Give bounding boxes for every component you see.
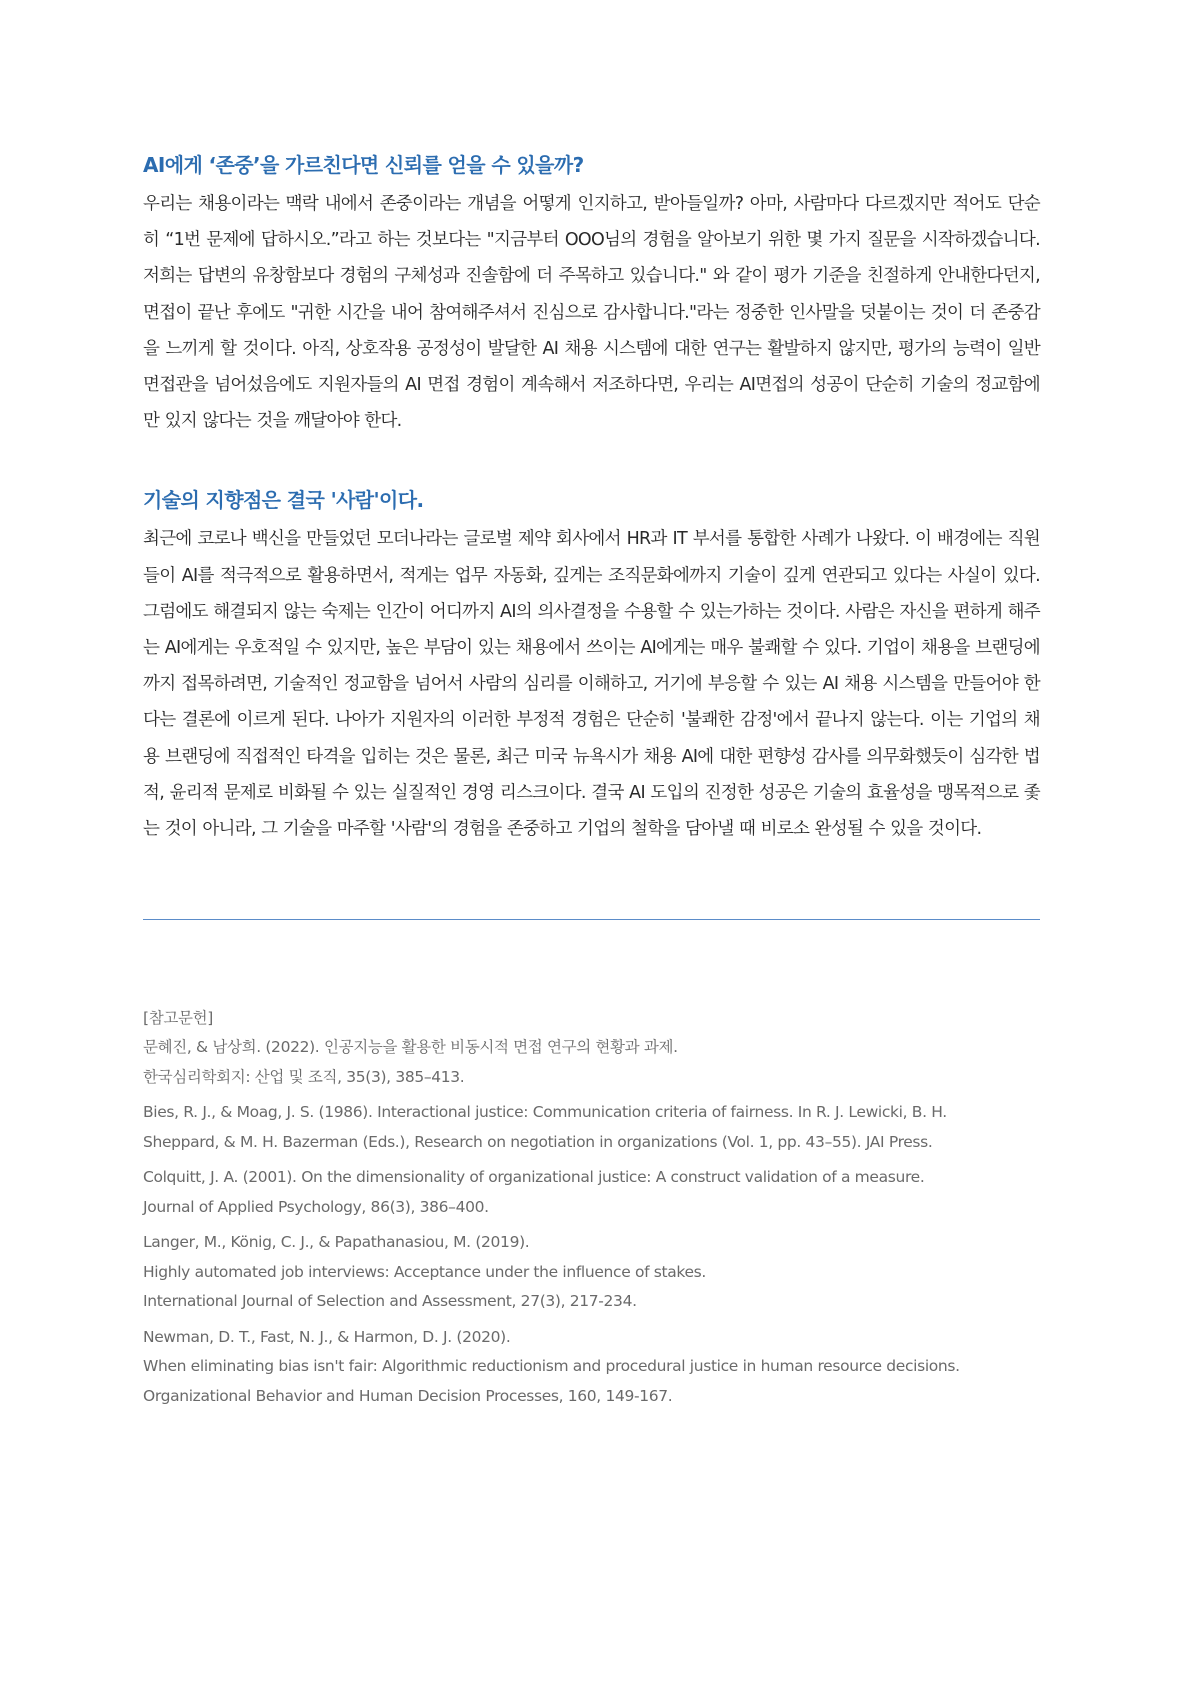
reference-line: When eliminating bias isn't fair: Algorithmic reductionism and procedural justice in human resource decisions. [143, 1357, 960, 1376]
reference-line: Newman, D. T., Fast, N. J., & Harmon, D. J. (2020). [143, 1327, 511, 1346]
section-title: 기술의 지향점은 결국 '사람'이다. [143, 488, 424, 513]
reference-line: Highly automated job interviews: Acceptance under the influence of stakes. [143, 1262, 706, 1281]
article-page [143, 150, 1040, 1411]
reference-line: Colquitt, J. A. (2001). On the dimensionality of organizational justice: A construct validation of a measure. [143, 1168, 925, 1187]
reference-line: Bies, R. J., & Moag, J. S. (1986). Interactional justice: Communication criteria of fairness. In R. J. Lewicki, B. H. [143, 1103, 947, 1122]
reference-line: 한국심리학회지: 산업 및 조직, 35(3), 385–413. [143, 1067, 465, 1086]
reference-line: Langer, M., König, C. J., & Papathanasiou, M. (2019). [143, 1233, 530, 1252]
reference-line: Sheppard, & M. H. Bazerman (Eds.), Research on negotiation in organizations (Vol. 1, pp. 43–55). JAI Press. [143, 1132, 933, 1151]
references [143, 1004, 1040, 1411]
reference-entry [143, 1098, 1040, 1157]
section-ai-respect [143, 150, 1040, 439]
section-title: AI에게 ‘존중’을 가르친다면 신뢰를 얻을 수 있을까? [143, 153, 584, 177]
reference-line: 문혜진, & 남상희. (2022). 인공지능을 활용한 비동시적 면접 연구의 현황과 과제. [143, 1038, 678, 1057]
reference-line: Journal of Applied Psychology, 86(3), 386–400. [143, 1197, 489, 1216]
reference-entry [143, 1033, 1040, 1092]
reference-line: International Journal of Selection and Assessment, 27(3), 217-234. [143, 1292, 637, 1311]
reference-line: Organizational Behavior and Human Decision Processes, 160, 149-167. [143, 1386, 673, 1405]
references-heading: [참고문헌] [143, 1009, 213, 1028]
section-technology-people [143, 485, 1040, 847]
reference-entry [143, 1228, 1040, 1317]
section-divider [143, 919, 1040, 920]
reference-entry [143, 1163, 1040, 1222]
reference-entry [143, 1323, 1040, 1412]
section-body: 최근에 코로나 백신을 만들었던 모더나라는 글로벌 제약 회사에서 HR과 IT 부서를 통합한 사례가 나왔다. 이 배경에는 직원들이 AI를 적극적으로 활용하면서, 적게는 업무 자동화, 깊게는 조직문화에까지 기술이 깊게 연관되고 있다는 사실이 있다. 그럼에도 해결되지 않는 숙제는 인간이 어디까지 AI의 의사결정을 수용할 수 있는가하는 것이다. 사람은 자신을 편하게 해주는 AI에게는 우호적일 수 있지만, 높은 부담이 있는 채용에서 쓰이는 AI에게는 매우 불쾌할 수 있다. 기업이 채용을 브랜딩에까지 접목하려면, 기술적인 정교함을 넘어서 사람의 심리를 이해하고, 거기에 부응할 수 있는 AI 채용 시스템을 만들어야 한다는 결론에 이르게 된다. 나아가 지원자의 이러한 부정적 경험은 단순히 '불쾌한 감정'에서 끝나지 않는다. 이는 기업의 채용 브랜딩에 직접적인 타격을 입히는 것은 물론, 최근 미국 뉴욕시가 채용 AI에 대한 편향성 감사를 의무화했듯이 심각한 법적, 윤리적 문제로 비화될 수 있는 실질적인 경영 리스크이다. 결국 AI 도입의 진정한 성공은 기술의 효율성을 맹목적으로 좇는 것이 아니라, 그 기술을 마주할 '사람'의 경험을 존중하고 기업의 철학을 담아낼 때 비로소 완성될 수 있을 것이다. [143, 529, 1040, 840]
section-body: 우리는 채용이라는 맥락 내에서 존중이라는 개념을 어떻게 인지하고, 받아들일까? 아마, 사람마다 다르겠지만 적어도 단순히 “1번 문제에 답하시오.”라고 하는 것보다는 "지금부터 OOO님의 경험을 알아보기 위한 몇 가지 질문을 시작하겠습니다. 저희는 답변의 유창함보다 경험의 구체성과 진솔함에 더 주목하고 있습니다." 와 같이 평가 기준을 친절하게 안내한다던지, 면접이 끝난 후에도 "귀한 시간을 내어 참여해주셔서 진심으로 감사합니다."라는 정중한 인사말을 덧붙이는 것이 더 존중감을 느끼게 할 것이다. 아직, 상호작용 공정성이 발달한 AI 채용 시스템에 대한 연구는 활발하지 않지만, 평가의 능력이 일반 면접관을 넘어섰음에도 지원자들의 AI 면접 경험이 계속해서 저조하다면, 우리는 AI면접의 성공이 단순히 기술의 정교함에만 있지 않다는 것을 깨달아야 한다. [143, 194, 1040, 432]
